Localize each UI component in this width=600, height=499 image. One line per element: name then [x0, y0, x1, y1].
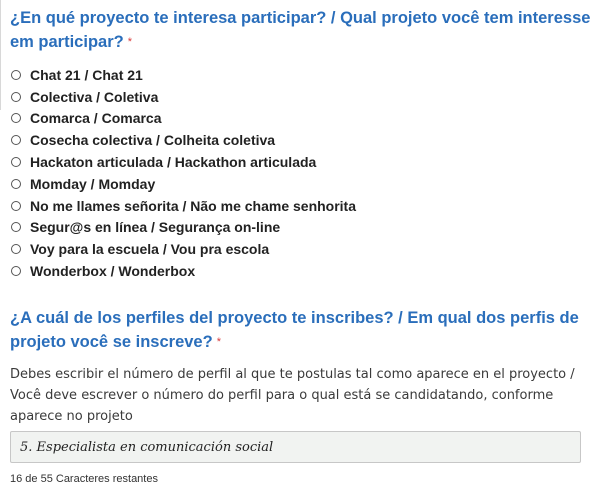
radio-option-label: Cosecha colectiva / Colheita coletiva	[30, 132, 276, 149]
radio-circle-icon[interactable]	[11, 157, 21, 167]
question-profile-title-text: ¿A cuál de los perfiles del proyecto te inscribes? / Em qual dos perfis de projeto você se inscreve?	[10, 309, 579, 351]
radio-circle-icon[interactable]	[11, 244, 21, 254]
radio-option-cosecha[interactable]	[10, 129, 595, 151]
radio-option-label: Hackaton articulada / Hackathon articulada	[30, 154, 317, 171]
question-project-title	[10, 6, 595, 54]
radio-option-escuela[interactable]	[10, 238, 595, 260]
radio-option-hackaton[interactable]	[10, 151, 595, 173]
radio-option-label: Segur@s en línea / Segurança on-line	[30, 219, 281, 236]
radio-option-chat21[interactable]	[10, 64, 595, 86]
radio-circle-icon[interactable]	[11, 92, 21, 102]
radio-circle-icon[interactable]	[11, 266, 21, 276]
radio-circle-icon[interactable]	[11, 70, 21, 80]
project-options	[10, 64, 595, 282]
profile-help-text: Debes escribir el número de perfil al que te postulas tal como aparece en el proyecto / Você deve escrever o número do perfil para o qual está se candidatando, conforme aparece no projeto	[10, 367, 575, 424]
radio-circle-icon[interactable]	[11, 135, 21, 145]
radio-option-label: Comarca / Comarca	[30, 110, 162, 127]
radio-option-label: Voy para la escuela / Vou pra escola	[30, 241, 270, 258]
radio-circle-icon[interactable]	[11, 201, 21, 211]
question-profile	[10, 306, 595, 427]
radio-circle-icon[interactable]	[11, 113, 21, 123]
profile-number-input[interactable]	[10, 431, 581, 463]
radio-option-label: Colectiva / Coletiva	[30, 88, 159, 105]
radio-option-momday[interactable]	[10, 173, 595, 195]
left-rule	[0, 0, 1, 110]
radio-option-label: No me llames señorita / Não me chame senhorita	[30, 197, 357, 214]
radio-option-wonderbox[interactable]	[10, 260, 595, 282]
question-profile-title	[10, 306, 595, 354]
radio-option-comarca[interactable]	[10, 108, 595, 130]
radio-circle-icon[interactable]	[11, 222, 21, 232]
radio-option-senorita[interactable]	[10, 195, 595, 217]
radio-circle-icon[interactable]	[11, 179, 21, 189]
question-project-title-text: ¿En qué proyecto te interesa participar? / Qual projeto você tem interesse em participar?	[10, 9, 591, 51]
characters-remaining-counter: 16 de 55 Caracteres restantes	[10, 473, 158, 485]
radio-option-label: Chat 21 / Chat 21	[30, 66, 143, 83]
radio-option-label: Momday / Momday	[30, 175, 156, 192]
required-marker: *	[127, 36, 132, 48]
radio-option-label: Wonderbox / Wonderbox	[30, 263, 196, 280]
radio-option-seguros[interactable]	[10, 217, 595, 239]
question-project	[10, 6, 595, 282]
radio-option-colectiva[interactable]	[10, 86, 595, 108]
required-marker: *	[216, 336, 221, 348]
